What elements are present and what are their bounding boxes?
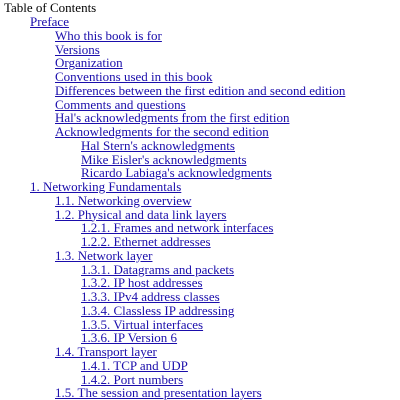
toc-link[interactable]: 1.3.4. Classless IP addressing [81, 302, 235, 318]
toc-link[interactable]: 1.3.3. IPv4 address classes [81, 289, 220, 304]
page-title: Table of Contents [4, 0, 97, 15]
toc-item [0, 70, 345, 84]
toc-link[interactable]: 1.4.2. Port numbers [81, 371, 184, 387]
toc-item [0, 221, 345, 235]
toc-link[interactable]: Hal's acknowledgments from the first edition [55, 110, 290, 126]
toc-item [0, 84, 345, 98]
toc-link[interactable]: Hal Stern's acknowledgments [81, 137, 235, 153]
toc-link[interactable]: 1.4.1. TCP and UDP [81, 357, 188, 373]
toc-link[interactable]: 1.3.6. IP Version 6 [81, 330, 178, 346]
toc-item [0, 263, 345, 277]
toc-item [0, 166, 345, 180]
toc-link[interactable]: Mike Eisler's acknowledgments [81, 151, 247, 167]
toc-item [0, 386, 345, 400]
toc-item [0, 290, 345, 304]
toc-link[interactable]: Organization [55, 55, 123, 71]
toc-item [0, 235, 345, 249]
toc-link[interactable]: Versions [55, 41, 100, 57]
toc-item [0, 194, 345, 208]
toc-item [0, 56, 345, 70]
toc-link[interactable]: 1.5. The session and presentation layers [55, 385, 262, 400]
toc-link[interactable]: 1.2. Physical and data link layers [55, 206, 227, 222]
toc-item [0, 249, 345, 263]
toc-link[interactable]: 1.3. Network layer [55, 247, 153, 263]
toc-link[interactable]: Comments and questions [55, 96, 186, 112]
toc-link[interactable]: 1.3.1. Datagrams and packets [81, 261, 235, 277]
toc-item [0, 208, 345, 222]
toc-item [0, 180, 345, 194]
toc-link[interactable]: Preface [30, 14, 69, 29]
toc-link[interactable]: 1.2.2. Ethernet addresses [81, 234, 211, 249]
toc-link[interactable]: Differences between the first edition and second edition [55, 82, 346, 98]
toc-item [0, 15, 345, 29]
toc-item [0, 373, 345, 387]
toc-link[interactable]: 1.4. Transport layer [55, 344, 157, 359]
toc-item [0, 139, 345, 153]
toc-link[interactable]: Who this book is for [55, 27, 162, 43]
toc-link[interactable]: 1.3.2. IP host addresses [81, 275, 203, 291]
toc-link[interactable]: Acknowledgments for the second edition [55, 124, 269, 139]
toc-item [0, 125, 345, 139]
toc-item [0, 29, 345, 43]
toc-item [0, 111, 345, 125]
toc-link[interactable]: 1.3.5. Virtual interfaces [81, 316, 204, 332]
toc-item [0, 345, 345, 359]
toc-item [0, 98, 345, 112]
toc-link[interactable]: 1. Networking Fundamentals [30, 179, 182, 194]
toc-item [0, 276, 345, 290]
toc-link[interactable]: Ricardo Labiaga's acknowledgments [81, 165, 272, 181]
toc-item [0, 318, 345, 332]
toc-item [0, 331, 345, 345]
toc-list [0, 15, 345, 400]
toc-link[interactable]: Conventions used in this book [55, 69, 213, 84]
toc-link[interactable]: 1.2.1. Frames and network interfaces [81, 220, 274, 236]
toc-item [0, 304, 345, 318]
toc-item [0, 153, 345, 167]
toc-link[interactable]: 1.1. Networking overview [55, 192, 192, 208]
toc-item [0, 43, 345, 57]
toc-item [0, 359, 345, 373]
